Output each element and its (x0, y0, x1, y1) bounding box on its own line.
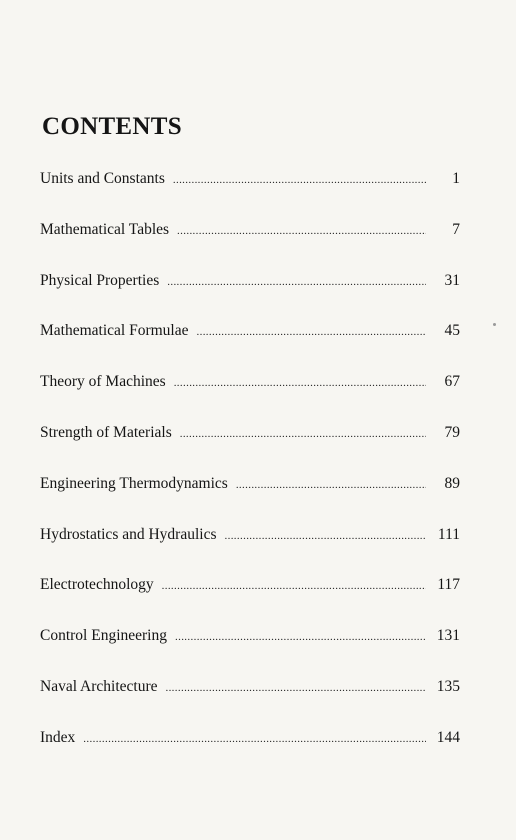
toc-entry-label: Naval Architecture (40, 677, 158, 695)
toc-entry-engineering-thermodynamics[interactable] (40, 475, 460, 526)
toc-entry-page-number: 7 (452, 220, 460, 238)
toc-entry-page-number: 31 (444, 271, 460, 289)
toc-entry-strength-of-materials[interactable] (40, 424, 460, 475)
page-title: CONTENTS (42, 113, 182, 140)
toc-entry-mathematical-tables[interactable] (40, 221, 460, 272)
toc-entry-page-number: 89 (444, 474, 460, 492)
dot-leader (167, 276, 426, 288)
toc-entry-label: Physical Properties (40, 271, 160, 289)
dot-leader (180, 428, 426, 440)
toc-entry-label: Hydrostatics and Hydraulics (40, 525, 217, 543)
toc-entry-label: Engineering Thermodynamics (40, 474, 228, 492)
dot-leader (225, 530, 427, 542)
toc-entry-label: Mathematical Tables (40, 220, 170, 238)
toc-entry-page-number: 79 (444, 423, 460, 441)
toc-entry-page-number: 45 (444, 322, 460, 340)
toc-entry-page-number: 144 (436, 728, 460, 746)
toc-entry-mathematical-formulae[interactable] (40, 322, 460, 373)
dot-leader (174, 377, 426, 389)
toc-entry-page-number: 1 (452, 170, 460, 187)
toc-entry-naval-architecture[interactable] (40, 678, 460, 729)
toc-entry-page-number: 117 (437, 576, 460, 594)
toc-entry-control-engineering[interactable] (40, 627, 460, 678)
paper-speck (493, 323, 496, 326)
toc-entry-physical-properties[interactable] (40, 272, 460, 323)
toc-entry-page-number: 67 (444, 373, 460, 391)
dot-leader (165, 682, 426, 694)
toc-entry-page-number: 111 (437, 525, 460, 543)
dot-leader (173, 174, 426, 186)
toc-entry-units-and-constants[interactable] (40, 170, 460, 221)
toc-entry-label: Electrotechnology (40, 576, 154, 594)
table-of-contents (40, 170, 460, 780)
dot-leader (83, 733, 426, 745)
dot-leader (162, 580, 426, 592)
toc-entry-page-number: 131 (436, 627, 460, 645)
toc-entry-theory-of-machines[interactable] (40, 373, 460, 424)
toc-entry-page-number: 135 (436, 677, 460, 695)
toc-entry-label: Index (40, 728, 76, 746)
toc-entry-hydrostatics-and-hydraulics[interactable] (40, 526, 460, 577)
dot-leader (197, 326, 427, 338)
toc-entry-electrotechnology[interactable] (40, 576, 460, 627)
toc-entry-index[interactable] (40, 729, 460, 780)
toc-entry-label: Units and Constants (40, 170, 165, 187)
dot-leader (236, 479, 426, 491)
dot-leader (177, 225, 426, 237)
toc-entry-label: Theory of Machines (40, 373, 166, 391)
dot-leader (175, 631, 426, 643)
toc-entry-label: Control Engineering (40, 627, 167, 645)
toc-entry-label: Mathematical Formulae (40, 322, 189, 340)
toc-entry-label: Strength of Materials (40, 423, 172, 441)
